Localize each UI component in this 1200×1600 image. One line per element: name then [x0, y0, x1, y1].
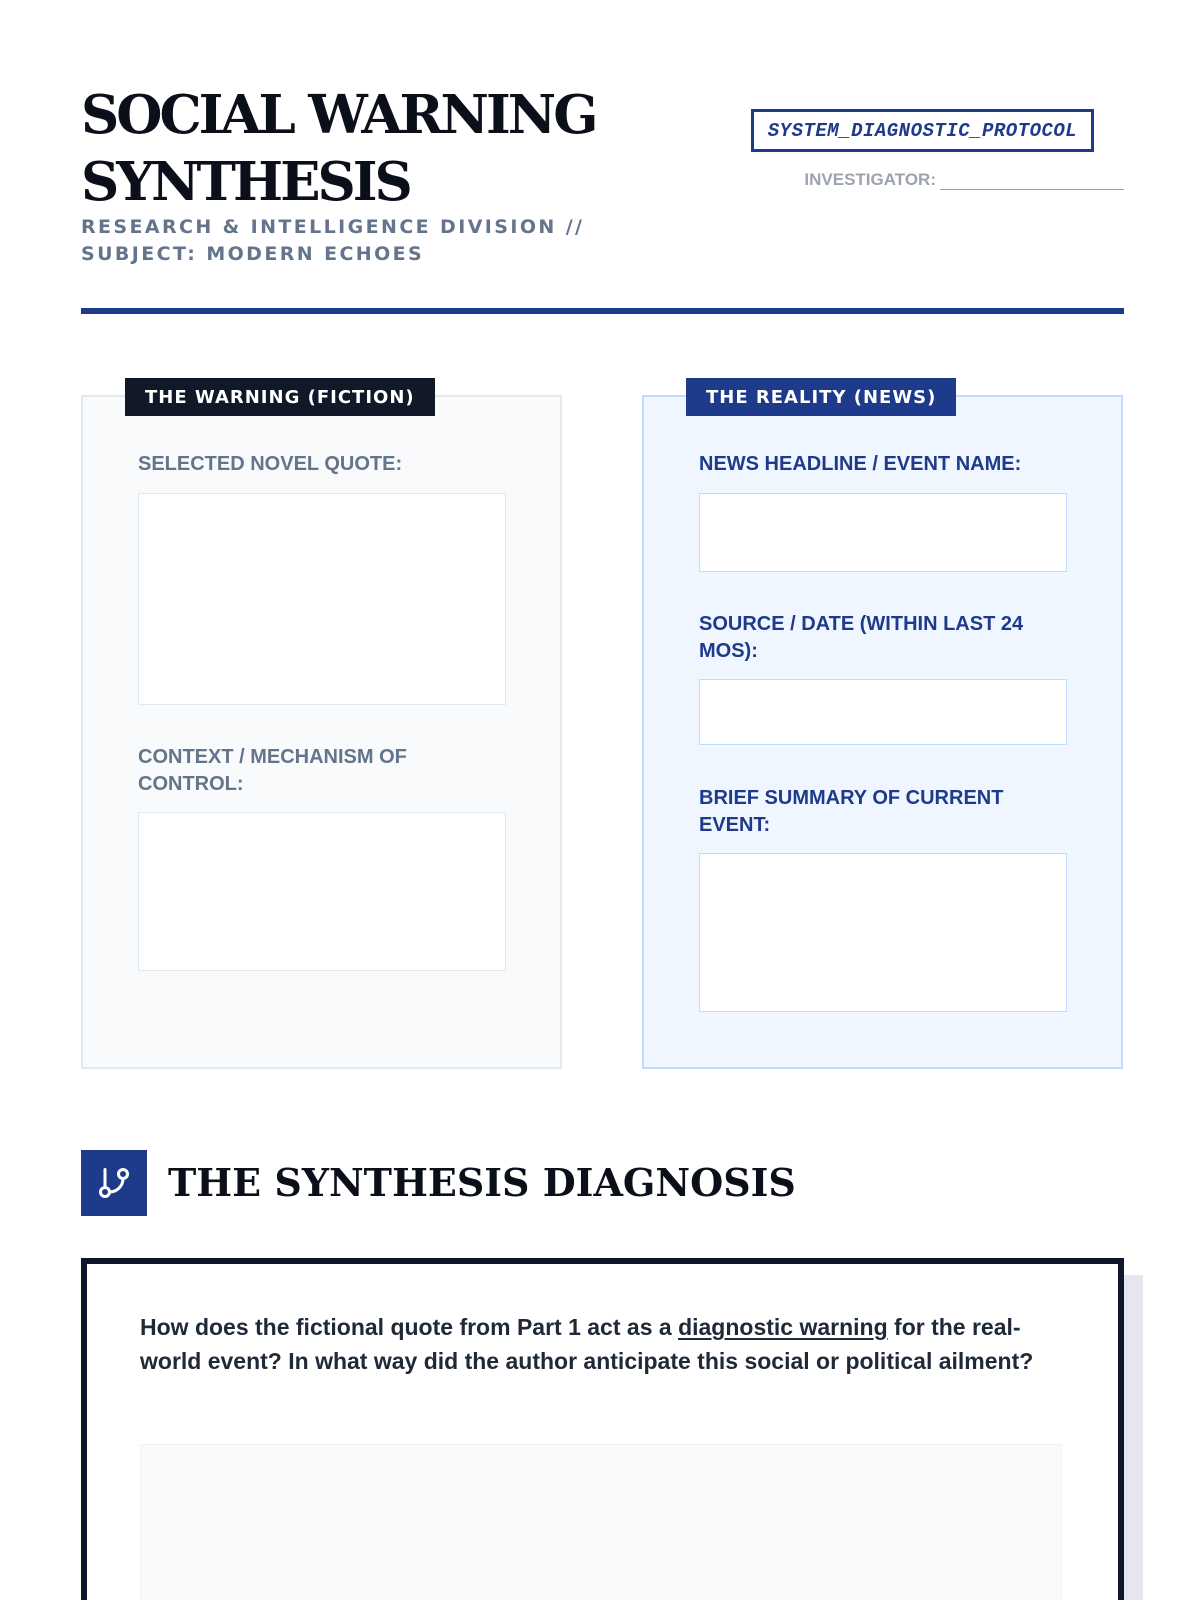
context-mechanism-field[interactable] [138, 812, 506, 971]
worksheet-subtitle: RESEARCH & INTELLIGENCE DIVISION // SUBJECT: MODERN ECHOES [81, 216, 585, 265]
investigator-name-line[interactable] [940, 175, 1124, 190]
warning-panel-tab: THE WARNING (FICTION) [125, 378, 435, 416]
worksheet-title: SOCIAL WARNING SYNTHESIS [81, 84, 596, 213]
context-mechanism-label: CONTEXT / MECHANISM OF CONTROL: [138, 746, 407, 795]
novel-quote-label: SELECTED NOVEL QUOTE: [138, 453, 403, 475]
synthesis-section-title: THE SYNTHESIS DIAGNOSIS [168, 1160, 796, 1205]
novel-quote-field[interactable] [138, 493, 506, 705]
reality-panel-tab: THE REALITY (NEWS) [686, 378, 956, 416]
warning-panel [81, 386, 562, 1069]
synthesis-box [81, 1258, 1124, 1600]
investigator-label: INVESTIGATOR: [804, 170, 936, 189]
synthesis-prompt-start: How does the fictional quote from Part 1 act as a [140, 1314, 679, 1340]
investigator-field [804, 170, 1124, 190]
protocol-badge: SYSTEM_DIAGNOSTIC_PROTOCOL [751, 109, 1094, 152]
news-headline-label: NEWS HEADLINE / EVENT NAME: [699, 453, 1022, 475]
synthesis-prompt-end: for the real-world event? In what way did the author anticipate this social or political ailment? [140, 1314, 1034, 1374]
event-summary-label: BRIEF SUMMARY OF CURRENT EVENT: [699, 787, 1004, 836]
synthesis-prompt-emphasis: diagnostic warning [678, 1314, 888, 1340]
reality-panel [642, 386, 1123, 1069]
event-summary-field[interactable] [699, 853, 1067, 1012]
source-date-label: SOURCE / DATE (WITHIN LAST 24 MOS): [699, 613, 1024, 662]
source-date-field[interactable] [699, 679, 1067, 745]
git-branch-icon [81, 1150, 147, 1216]
synthesis-prompt [140, 1310, 1070, 1378]
news-headline-field[interactable] [699, 493, 1067, 572]
synthesis-answer-field[interactable] [140, 1444, 1062, 1600]
header-divider [81, 308, 1124, 314]
